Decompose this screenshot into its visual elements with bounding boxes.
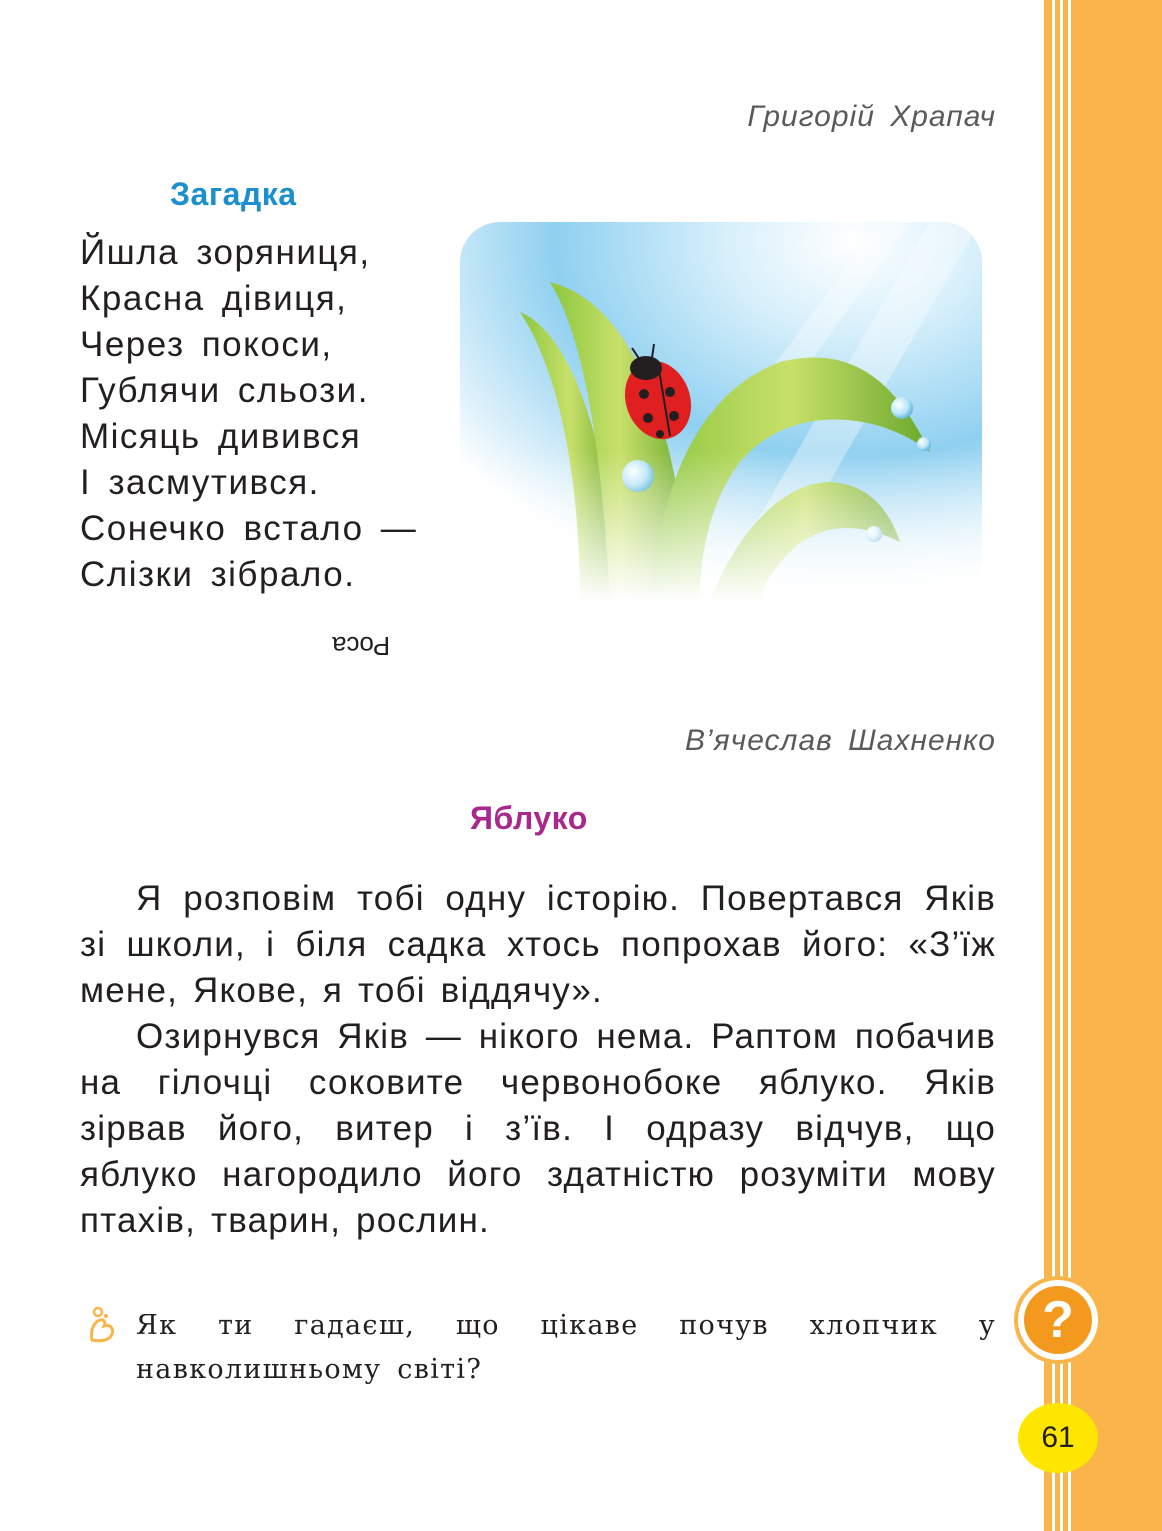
- poem-line: Через покоси,: [80, 325, 333, 364]
- riddle-title: Загадка: [170, 176, 297, 212]
- story-text: [80, 876, 996, 1244]
- poem-line: Слізки зібрало.: [80, 555, 356, 594]
- poem-line: Гублячи сльози.: [80, 371, 369, 410]
- bottom-fade: [460, 222, 982, 602]
- question-badge: [1018, 1280, 1098, 1360]
- story-title: Яблуко: [470, 800, 588, 836]
- question-text: Як ти гадаєш, що цікаве почув хлопчик у навколишньому світі?: [136, 1310, 996, 1385]
- question-mark-icon: ?: [1024, 1286, 1092, 1354]
- story-author: В’ячеслав Шахненко: [684, 724, 996, 757]
- poem-line: Йшла зоряниця,: [80, 233, 371, 272]
- thinking-hand-icon: [84, 1306, 124, 1346]
- riddle-poem: [80, 230, 417, 598]
- poem-line: І засмутився.: [80, 463, 320, 502]
- story-paragraph: Я розповім тобі одну історію. Повертався Яків зі школи, і біля садка хтось попрохав його: «З’їж мене, Якове, я тобі віддячу».: [80, 879, 996, 1010]
- riddle-answer: Роса: [332, 631, 391, 661]
- poem-line: Сонечко встало —: [80, 509, 418, 548]
- story-paragraph: Озирнувся Яків — нікого нема. Раптом побачив на гілочці соковите червонобоке яблуко. Яків зірвав його, витер і з’їв. І одразу відчув, що яблуко нагородило його здатністю розуміти мову птахів, тварин, рослин.: [80, 1017, 996, 1240]
- poem-line: Красна дівиця,: [80, 279, 348, 318]
- poem-line: Місяць дивився: [80, 417, 362, 456]
- riddle-author: Григорій Храпач: [747, 100, 996, 133]
- page-number: 61: [1018, 1403, 1098, 1473]
- ladybug-grass-illustration: [460, 222, 982, 602]
